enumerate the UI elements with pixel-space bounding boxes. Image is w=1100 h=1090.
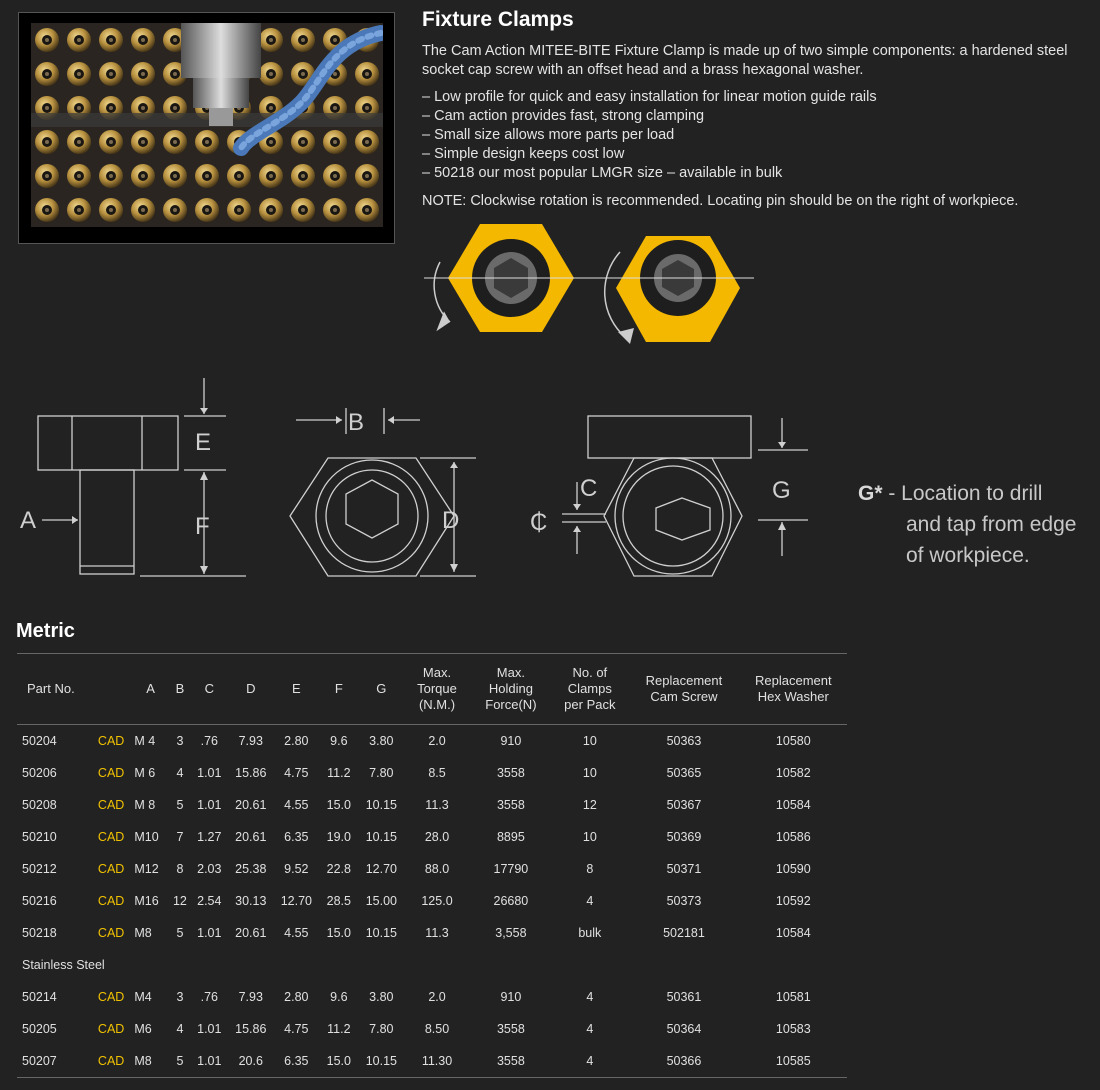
hex-washer-icon (424, 224, 600, 332)
cell-clamps-per-pack: 4 (586, 894, 594, 908)
intro-text: The Cam Action MITEE-BITE Fixture Clamp is made up of two simple components: a hardened steel socket cap screw with an offset head and a brass hexagonal washer. (422, 43, 1068, 78)
feature-item: – Low profile for quick and easy installation for linear motion guide rails (422, 89, 877, 105)
cell-replacement-screw: 50365 (666, 766, 702, 780)
cell-e: 4.55 (284, 798, 309, 812)
cell-b: 3 (176, 734, 184, 748)
cell-e: 2.80 (284, 734, 309, 748)
metric-rows (17, 725, 847, 950)
dim-label-f: F (195, 513, 210, 540)
cell-d: 20.61 (235, 926, 267, 940)
cell-replacement-screw: 50369 (666, 830, 702, 844)
cell-a: M12 (134, 862, 159, 876)
cell-e: 6.35 (284, 830, 309, 844)
cell-replacement-washer: 10582 (775, 766, 811, 780)
header-torque: Max. Torque (N.M.) (404, 654, 471, 725)
part-number-cell: 50204 (22, 734, 57, 748)
cell-f: 22.8 (326, 862, 351, 876)
table-row (17, 789, 847, 821)
part-number-cell: 50216 (22, 894, 57, 908)
cell-clamps-per-pack: 12 (582, 798, 597, 812)
g-note-line: of workpiece. (906, 544, 1030, 567)
feature-item: – Small size allows more parts per load (422, 127, 675, 143)
cell-torque: 11.3 (425, 798, 449, 812)
part-number-cell: 50205 (22, 1022, 57, 1036)
cell-g: 7.80 (369, 1022, 394, 1036)
cell-b: 4 (176, 766, 184, 780)
table-header-row (17, 654, 847, 725)
part-number-cell: 50214 (22, 990, 57, 1004)
cell-clamps-per-pack: 10 (582, 734, 597, 748)
cell-replacement-screw: 50361 (666, 990, 702, 1004)
cell-replacement-screw: 50363 (666, 734, 702, 748)
cell-f: 11.2 (327, 766, 351, 780)
cell-e: 4.55 (284, 926, 309, 940)
cell-c: 2.03 (197, 862, 222, 876)
part-number-cell: 50218 (22, 926, 57, 940)
g-note-line: - Location to drill (888, 482, 1043, 505)
cell-a: M8 (134, 1054, 152, 1068)
cell-g: 3.80 (369, 734, 394, 748)
cell-e: 4.75 (284, 766, 309, 780)
cell-replacement-screw: 50366 (666, 1054, 702, 1068)
cell-holding-force: 26680 (493, 894, 529, 908)
cell-clamps-per-pack: 10 (582, 766, 597, 780)
cell-g: 10.15 (365, 798, 397, 812)
cell-clamps-per-pack: 4 (586, 1054, 594, 1068)
cell-a: M4 (134, 990, 152, 1004)
dim-label-e: E (195, 429, 212, 456)
cell-holding-force: 3558 (496, 766, 525, 780)
cad-download-link[interactable]: CAD (97, 862, 125, 876)
cell-a: M 8 (134, 798, 156, 812)
cell-clamps-per-pack: 10 (582, 830, 597, 844)
header-e: E (274, 654, 319, 725)
dimension-diagram (14, 370, 834, 590)
cell-clamps-per-pack: 8 (586, 862, 594, 876)
cell-c: 1.01 (197, 926, 222, 940)
cell-torque: 8.50 (424, 1022, 450, 1036)
cell-e: 9.52 (284, 862, 309, 876)
cell-c: 2.54 (197, 894, 222, 908)
cell-a: M6 (134, 1022, 152, 1036)
cell-replacement-washer: 10584 (775, 926, 811, 940)
cad-download-link[interactable]: CAD (97, 1022, 125, 1036)
cell-replacement-screw: 50371 (666, 862, 702, 876)
cell-holding-force: 8895 (496, 830, 525, 844)
cell-replacement-washer: 10581 (775, 990, 811, 1004)
cell-replacement-screw: 502181 (663, 926, 705, 940)
part-number-cell: 50212 (22, 862, 57, 876)
cell-d: 25.38 (235, 862, 267, 876)
cell-replacement-washer: 10586 (775, 830, 811, 844)
cell-d: 30.13 (235, 894, 267, 908)
cell-c: 1.27 (197, 830, 222, 844)
dim-label-g: G (772, 477, 791, 504)
cad-download-link[interactable]: CAD (97, 894, 125, 908)
cell-c: 1.01 (197, 798, 222, 812)
feature-item: – Cam action provides fast, strong clamping (422, 108, 705, 124)
cell-d: 7.93 (238, 990, 263, 1004)
header-d: D (228, 654, 275, 725)
cell-clamps-per-pack: 4 (586, 1022, 594, 1036)
g-note-key: G* (858, 482, 883, 505)
product-photo (18, 12, 395, 244)
cell-torque: 2.0 (428, 990, 446, 1004)
header-cad (94, 654, 132, 725)
cell-b: 5 (176, 926, 184, 940)
cell-holding-force: 17790 (493, 862, 529, 876)
cell-a: M16 (134, 894, 159, 908)
cell-b: 12 (172, 894, 187, 908)
cell-replacement-screw: 50373 (666, 894, 702, 908)
cell-d: 15.86 (235, 1022, 267, 1036)
rotation-arrow-icon (434, 262, 450, 322)
cell-holding-force: 3558 (496, 1054, 525, 1068)
cell-a: M8 (134, 926, 152, 940)
cell-torque: 28.0 (424, 830, 450, 844)
cell-holding-force: 3,558 (495, 926, 527, 940)
cell-torque: 11.3 (425, 926, 449, 940)
cell-holding-force: 910 (500, 990, 522, 1004)
cell-holding-force: 3558 (496, 1022, 525, 1036)
dim-label-d: D (442, 507, 460, 534)
rotation-note: NOTE: Clockwise rotation is recommended. Locating pin should be on the right of workpiece. (422, 193, 1019, 209)
feature-list (422, 88, 1092, 183)
table-row (17, 981, 847, 1013)
product-photo-image (31, 23, 383, 227)
cell-f: 9.6 (330, 734, 348, 748)
g-note-line: and tap from edge (906, 513, 1077, 536)
product-intro (422, 8, 1092, 211)
cell-f: 15.0 (326, 1054, 351, 1068)
cell-replacement-screw: 50364 (666, 1022, 702, 1036)
cell-g: 15.00 (365, 894, 397, 908)
part-number-cell: 50208 (22, 798, 57, 812)
cell-e: 12.70 (280, 894, 312, 908)
cell-b: 3 (176, 990, 184, 1004)
stainless-steel-label: Stainless Steel (22, 958, 105, 972)
cell-g: 12.70 (365, 862, 397, 876)
cell-g: 10.15 (365, 1054, 397, 1068)
header-replacement-cam-screw: Replacement Cam Screw (628, 654, 739, 725)
table-row (17, 1045, 847, 1078)
cad-download-link[interactable]: CAD (97, 830, 125, 844)
cell-clamps-per-pack: 4 (586, 990, 594, 1004)
cell-c: 1.01 (197, 1022, 222, 1036)
rotation-diagram (420, 222, 760, 347)
cell-torque: 88.0 (424, 862, 450, 876)
table-row (17, 1013, 847, 1045)
cell-holding-force: 3558 (496, 798, 525, 812)
table-row (17, 725, 847, 758)
cad-download-link[interactable]: CAD (97, 734, 125, 748)
section-row (17, 949, 847, 981)
cell-g: 7.80 (369, 766, 394, 780)
header-a: A (132, 654, 168, 725)
cell-a: M 6 (134, 766, 156, 780)
dim-label-b: B (348, 409, 365, 436)
table-row (17, 853, 847, 885)
cell-replacement-washer: 10584 (775, 798, 811, 812)
part-number-cell: 50210 (22, 830, 57, 844)
cell-e: 4.75 (284, 1022, 309, 1036)
cell-d: 20.61 (235, 830, 267, 844)
dim-label-a: A (20, 507, 37, 534)
metric-section-title: Metric (16, 620, 75, 642)
header-b: B (169, 654, 191, 725)
cell-f: 9.6 (330, 990, 348, 1004)
g-location-note (858, 478, 1098, 571)
rotation-arrowhead-icon (618, 328, 634, 344)
cad-download-link[interactable]: CAD (97, 926, 125, 940)
cell-b: 8 (176, 862, 184, 876)
header-replacement-hex-washer: Replacement Hex Washer (740, 654, 847, 725)
cell-replacement-screw: 50367 (666, 798, 702, 812)
part-number-cell: 50206 (22, 766, 57, 780)
table-row (17, 917, 847, 949)
hex-washer-icon (600, 236, 754, 344)
cell-torque: 2.0 (428, 734, 446, 748)
cell-clamps-per-pack: bulk (578, 926, 602, 940)
cell-d: 15.86 (235, 766, 267, 780)
feature-item: – Simple design keeps cost low (422, 146, 625, 162)
cell-b: 4 (176, 1022, 184, 1036)
cell-torque: 11.30 (421, 1054, 453, 1068)
header-clamps-per-pack: No. of Clamps per Pack (551, 654, 628, 725)
cell-torque: 8.5 (428, 766, 446, 780)
cell-g: 3.80 (369, 990, 394, 1004)
cell-d: 20.61 (235, 798, 267, 812)
dim-label-c: C (580, 475, 598, 502)
cell-c: 1.01 (197, 766, 222, 780)
header-part-no: Part No. (17, 654, 94, 725)
cell-replacement-washer: 10590 (775, 862, 811, 876)
cell-d: 20.6 (238, 1054, 263, 1068)
cell-replacement-washer: 10592 (775, 894, 811, 908)
cell-holding-force: 910 (500, 734, 522, 748)
dim-label-centerline: ₵ (530, 509, 548, 536)
cell-d: 7.93 (238, 734, 263, 748)
cell-e: 2.80 (284, 990, 309, 1004)
cell-replacement-washer: 10585 (775, 1054, 811, 1068)
cell-g: 10.15 (365, 830, 397, 844)
cell-f: 28.5 (326, 894, 351, 908)
cell-e: 6.35 (284, 1054, 309, 1068)
cad-download-link[interactable]: CAD (97, 1054, 125, 1068)
cell-b: 5 (176, 798, 184, 812)
header-g: G (359, 654, 404, 725)
cell-torque: 125.0 (421, 894, 453, 908)
cell-c: 1.01 (197, 1054, 222, 1068)
cell-f: 15.0 (326, 798, 351, 812)
cell-c: .76 (200, 990, 218, 1004)
cad-download-link[interactable]: CAD (97, 798, 125, 812)
cad-download-link[interactable]: CAD (97, 766, 125, 780)
cell-a: M10 (134, 830, 159, 844)
cell-a: M 4 (134, 734, 156, 748)
header-c: C (191, 654, 227, 725)
rotation-arrowhead-icon (431, 311, 452, 332)
cad-download-link[interactable]: CAD (97, 990, 125, 1004)
header-holding-force: Max. Holding Force(N) (470, 654, 551, 725)
part-number-cell: 50207 (22, 1054, 57, 1068)
table-row (17, 757, 847, 789)
cell-replacement-washer: 10580 (775, 734, 811, 748)
cell-f: 15.0 (326, 926, 351, 940)
page-title: Fixture Clamps (422, 8, 574, 31)
cell-replacement-washer: 10583 (775, 1022, 811, 1036)
stainless-section (17, 949, 847, 981)
header-f: F (319, 654, 359, 725)
cell-g: 10.15 (365, 926, 397, 940)
cell-f: 19.0 (326, 830, 351, 844)
cell-f: 11.2 (327, 1022, 351, 1036)
stainless-rows (17, 981, 847, 1078)
cell-b: 5 (176, 1054, 184, 1068)
table-row (17, 885, 847, 917)
feature-item: – 50218 our most popular LMGR size – available in bulk (422, 165, 783, 181)
cell-b: 7 (176, 830, 184, 844)
metric-spec-table (17, 653, 847, 1078)
cell-c: .76 (200, 734, 218, 748)
table-row (17, 821, 847, 853)
